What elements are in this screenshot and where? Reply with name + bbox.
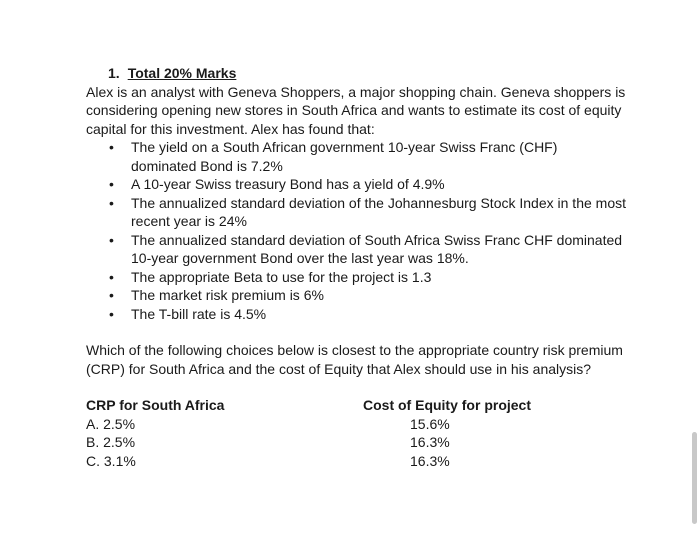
facts-list — [86, 138, 626, 323]
crp-option: A. 2.5% — [86, 415, 136, 432]
bullet-icon: • — [109, 176, 114, 192]
bullet-icon: • — [109, 287, 114, 303]
crp-option: B. 2.5% — [86, 434, 136, 450]
fact-item — [86, 194, 626, 231]
vertical-scrollbar[interactable] — [692, 432, 697, 524]
cost-of-equity-option: 16.3% — [410, 452, 450, 469]
fact-text: The market risk premium is 6% — [131, 287, 324, 303]
fact-text: The appropriate Beta to use for the project is 1.3 — [131, 268, 432, 285]
crp-column-header: CRP for South Africa — [86, 397, 225, 413]
fact-item — [86, 268, 626, 287]
cost-of-equity-column — [363, 396, 531, 470]
fact-text: The T-bill rate is 4.5% — [131, 305, 267, 322]
fact-item — [86, 231, 626, 268]
fact-text: The yield on a South African government 10-year Swiss Franc (CHF) dominated Bond is 7.2% — [131, 139, 558, 174]
cost-of-equity-option: 16.3% — [410, 434, 450, 450]
fact-text: The annualized standard deviation of South Africa Swiss Franc CHF dominated 10-year government Bond over the last year was 18%. — [131, 231, 623, 266]
fact-text: A 10-year Swiss treasury Bond has a yield of 4.9% — [131, 176, 445, 192]
fact-item — [86, 138, 626, 175]
fact-item — [86, 305, 626, 324]
question-prompt: Which of the following choices below is closest to the appropriate country risk premium (CRP) for South Africa and the cost of Equity that Alex should use in his analysis? — [86, 342, 623, 377]
cost-of-equity-option: 15.6% — [410, 415, 450, 432]
question-intro: Alex is an analyst with Geneva Shoppers, a major shopping chain. Geneva shoppers is considering opening new stores in South Africa and wants to estimate its cost of equity capital for this investment. Alex has found that: — [86, 83, 626, 137]
question-number: 1. — [108, 65, 120, 81]
fact-text: The annualized standard deviation of the Johannesburg Stock Index in the most recent year is 24% — [131, 194, 626, 229]
crp-column — [86, 396, 224, 470]
question-document — [86, 64, 626, 476]
bullet-icon: • — [109, 231, 114, 248]
crp-option: C. 3.1% — [86, 452, 136, 469]
bullet-icon: • — [109, 194, 114, 211]
bullet-icon: • — [109, 268, 114, 285]
answer-options — [86, 396, 626, 476]
cost-of-equity-header: Cost of Equity for project — [363, 397, 531, 413]
question-title: Total 20% Marks — [127, 65, 237, 81]
bullet-icon: • — [109, 305, 114, 322]
bullet-icon: • — [109, 139, 114, 155]
fact-item — [86, 175, 626, 194]
question-heading — [108, 64, 626, 83]
fact-item — [86, 286, 626, 305]
